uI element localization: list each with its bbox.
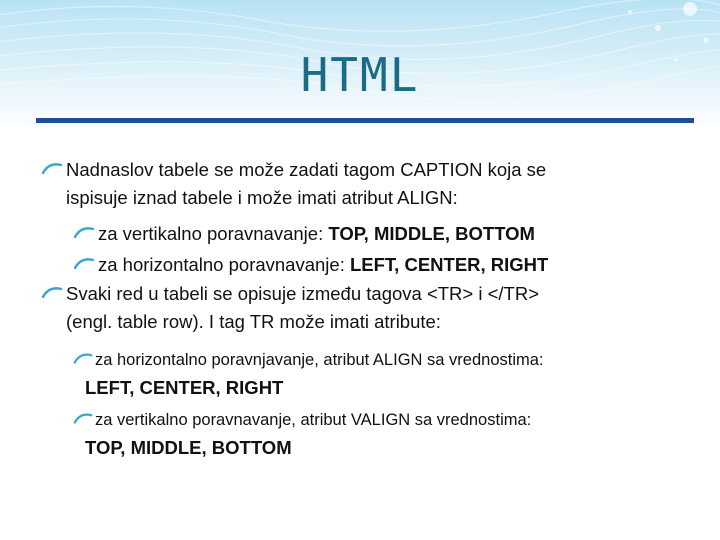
bullet-tr-align [40, 348, 680, 402]
bullet-caption [40, 156, 680, 212]
bullet-caption-halign [40, 249, 680, 280]
title-divider [36, 118, 694, 123]
halign-values: LEFT, CENTER, RIGHT [349, 254, 549, 275]
bullet-tr-line-2: (engl. table row). I tag TR može imati atribute: [66, 311, 441, 332]
bullet-tr-valign [40, 408, 680, 462]
curved-arc-bullet-icon [72, 251, 96, 279]
slide-content [40, 156, 680, 462]
curved-arc-bullet-icon [72, 220, 96, 248]
tr-valign-values: TOP, MIDDLE, BOTTOM [85, 437, 292, 458]
valign-values: TOP, MIDDLE, BOTTOM [328, 223, 535, 244]
bullet-caption-line-2: ispisuje iznad tabele i može imati atribut ALIGN: [66, 187, 458, 208]
tr-valign-text: za vertikalno poravnavanje, atribut VALIGN sa vrednostima: [95, 411, 532, 429]
slide-title: HTML [300, 48, 420, 102]
bullet-caption-line-1: Nadnaslov tabele se može zadati tagom CAPTION koja se [66, 159, 547, 180]
tr-align-values: LEFT, CENTER, RIGHT [85, 377, 284, 398]
bullet-table-row [40, 280, 680, 336]
tr-align-text: za horizontalno poravnjavanje, atribut ALIGN sa vrednostima: [95, 351, 544, 369]
bullet-caption-valign [40, 218, 680, 249]
valign-text: za vertikalno poravnavanje: [98, 223, 329, 244]
curved-arc-bullet-icon [72, 407, 96, 435]
curved-arc-bullet-icon [40, 280, 64, 308]
curved-arc-bullet-icon [72, 347, 96, 375]
curved-arc-bullet-icon [40, 156, 64, 184]
halign-text: za horizontalno poravnavanje: [98, 254, 350, 275]
bullet-tr-line-1: Svaki red u tabeli se opisuje između tagova <TR> i </TR> [66, 283, 540, 304]
